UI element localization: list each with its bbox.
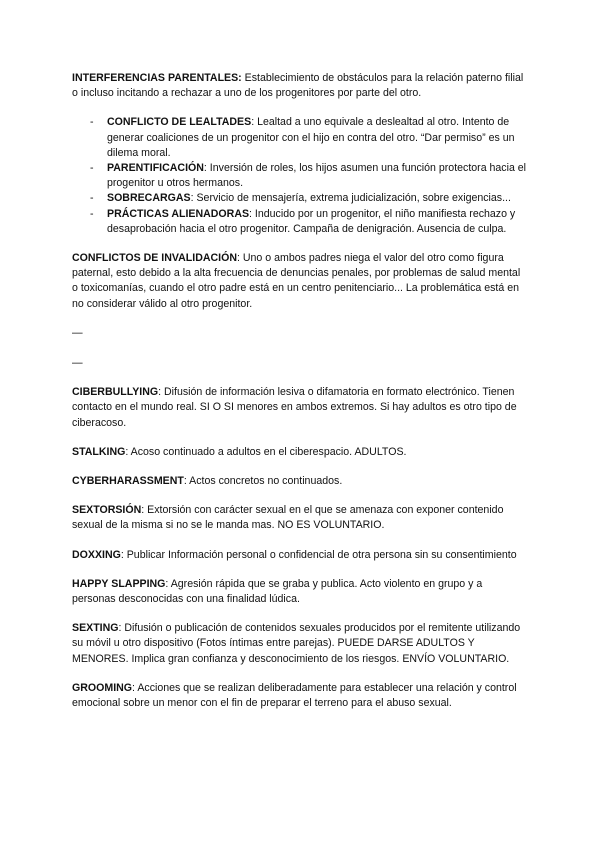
bullet-list [72, 115, 528, 237]
bullet-text: : Inducido por un progenitor, el niño manifiesta rechazo y desaprobación hacia el otro progenitor. Campaña de denigración. Ausencia de culpa. [107, 207, 516, 235]
bullet-term: SOBRECARGAS [107, 192, 191, 205]
definition-term: CIBERBULLYING [72, 386, 159, 399]
definition-term: SEXTING [72, 622, 119, 635]
bullet-dash: - [90, 162, 94, 175]
intro-text: Establecimiento de obstáculos para la relación paterno filial o incluso incitando a rechazar a uno de los progenitores por parte del otro. [72, 72, 524, 100]
bullet-dash: - [90, 192, 94, 205]
definition-grooming [72, 681, 528, 711]
definition-stalking [72, 445, 528, 460]
bullet-item-lealtades [72, 115, 528, 161]
definition-term: STALKING [72, 445, 126, 458]
definition-text: : Difusión o publicación de contenidos sexuales producidos por el remitente utilizando su móvil u otro dispositivo (Fotos íntimas entre parejas). PUEDE DARSE ADULTOS Y MENORES. Implica gran confianza y desconocimiento de los riesgos. ENVÍO VOLUNTARIO. [72, 622, 521, 665]
bullet-text: : Lealtad a uno equivale a deslealtad al otro. Intento de generar coaliciones de un progenitor con el hijo en contra del otro. “Dar permiso” es un dilema moral. [107, 116, 515, 159]
separator-rule: — [72, 326, 83, 339]
definition-text: : Difusión de información lesiva o difamatoria en formato electrónico. Tienen contacto en el mundo real. SI O SI menores en ambos extremos. Si hay adultos es otro tipo de ciberacoso. [72, 386, 517, 429]
bullet-item-sobrecargas [72, 191, 528, 206]
definition-term: CYBERHARASSMENT [72, 475, 184, 488]
definition-cyberharassment [72, 474, 528, 489]
definition-sextorsion [72, 503, 528, 533]
intro-term: INTERFERENCIAS PARENTALES: [72, 72, 242, 84]
intro-paragraph [72, 71, 528, 101]
definition-doxxing [72, 548, 528, 563]
bullet-text: : Inversión de roles, los hijos asumen una función protectora hacia el progenitor u otros hermanos. [107, 162, 527, 190]
definition-text: : Acciones que se realizan deliberadamente para establecer una relación y control emocional sobre un menor con el fin de preparar el terreno para el abuso sexual. [72, 681, 517, 710]
bullet-term: PARENTIFICACIÓN [107, 162, 204, 175]
bullet-term: PRÁCTICAS ALIENADORAS [107, 207, 250, 220]
definition-text: : Agresión rápida que se graba y publica. Acto violento en grupo y a personas desconocidas con una finalidad lúdica. [72, 577, 483, 606]
bullet-dash: - [90, 116, 94, 129]
bullet-item-parentificacion [72, 161, 528, 191]
invalidacion-text: : Uno o ambos padres niega el valor del otro como figura paternal, esto debido a la alta frecuencia de denuncias penales, por problemas de salud mental o toxicomanías, cuando el otro padre está en un centro penitenciario... La problemática está en no considerar válido al otro progenitor. [72, 252, 521, 310]
definition-text: : Publicar Información personal o confidencial de otra persona sin su consentimiento [120, 548, 517, 561]
definition-term: GROOMING [72, 681, 133, 694]
bullet-term: CONFLICTO DE LEALTADES [107, 116, 252, 129]
definition-term: HAPPY SLAPPING [72, 577, 166, 590]
separator-rule: — [72, 357, 83, 370]
bullet-item-alienadoras [72, 207, 528, 237]
definition-ciberbullying [72, 385, 528, 431]
definition-text: : Actos concretos no continuados. [183, 475, 343, 488]
definition-happy-slapping [72, 577, 528, 607]
definition-sexting [72, 621, 528, 667]
invalidacion-term: CONFLICTOS DE INVALIDACIÓN [72, 252, 237, 265]
definition-text: : Acoso continuado a adultos en el ciberespacio. ADULTOS. [125, 445, 407, 458]
invalidacion-paragraph [72, 251, 528, 312]
definition-term: DOXXING [72, 548, 121, 561]
definition-term: SEXTORSIÓN [72, 504, 142, 517]
bullet-dash: - [90, 207, 94, 220]
definition-text: : Extorsión con carácter sexual en el que se amenaza con exponer contenido sexual de la misma si no se le manda mas. NO ES VOLUNTARIO. [72, 504, 504, 532]
bullet-text: : Servicio de mensajería, extrema judicialización, sobre exigencias... [190, 192, 511, 205]
